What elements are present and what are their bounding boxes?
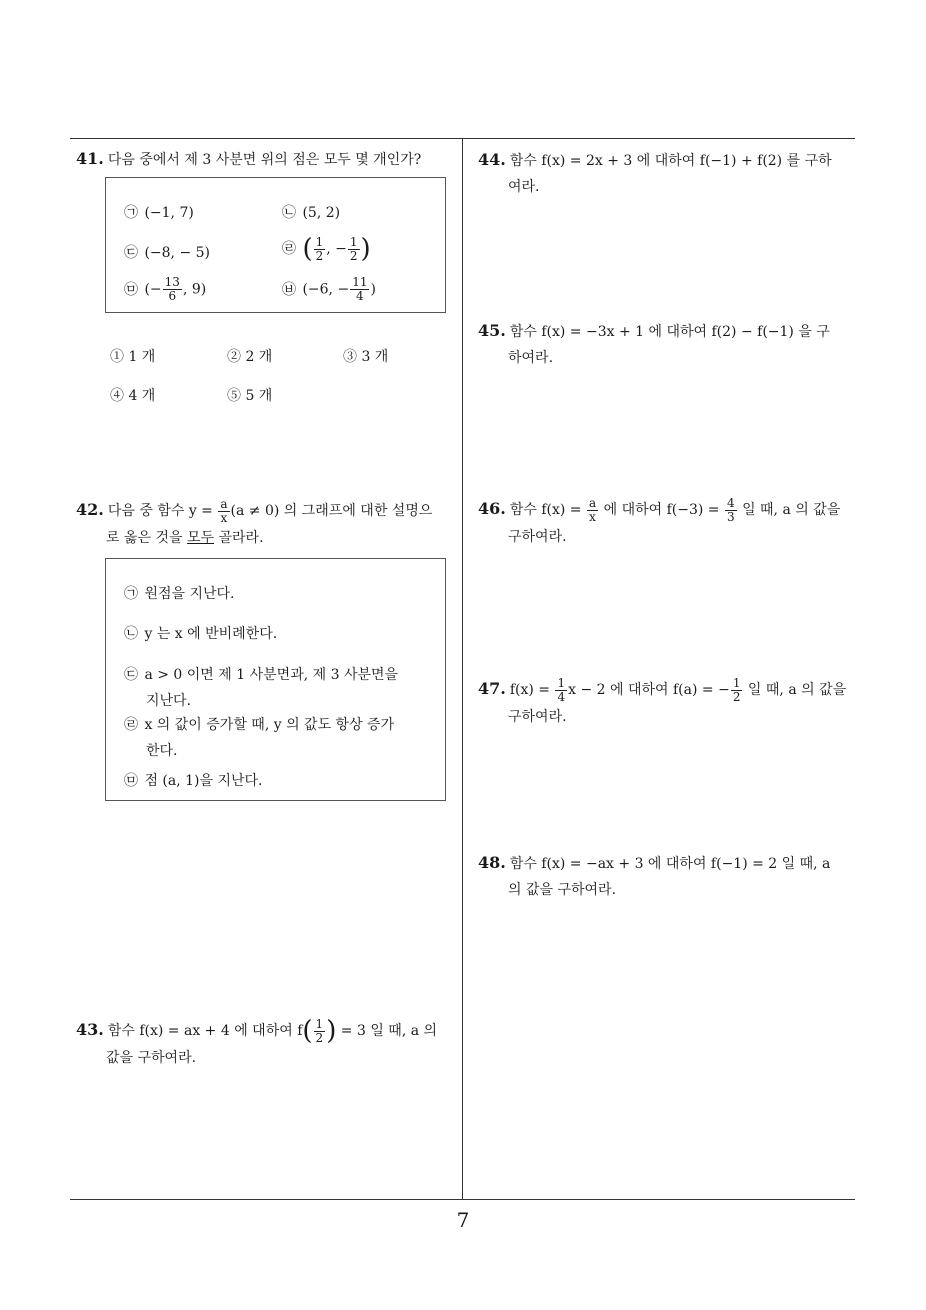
question-number: 44.: [478, 150, 506, 169]
question-43: 43. 함수 f(x) = ax + 4 에 대하여 f( $\frac{1}{2}$ ) = 3 일 때, a 의 값을 구하여라.: [76, 1016, 438, 1066]
bottom-rule: [70, 1199, 855, 1200]
statement-item: ㉤ 점 (a, 1)을 지난다.: [124, 773, 263, 789]
question-42: 42. 다음 중 함수 y = $\frac{a}{x}$ (a ≠ 0) 의 그래프에 대한 설명으 로 옳은 것을 모두 골라라.: [76, 496, 433, 546]
answer-choice[interactable]: ⑤ 5 개: [227, 388, 273, 404]
question-number: 45.: [478, 321, 506, 340]
option-item: ㉥ (−6, − $\frac{11}{4}$ ): [282, 275, 376, 303]
option-item: ㉢ (−8, − 5): [124, 245, 211, 261]
question-number: 42.: [76, 500, 104, 519]
options-box: [105, 177, 446, 313]
page-number: 7: [456, 1208, 470, 1232]
column-divider: [462, 138, 463, 1200]
statement-item: ㉡ y 는 x 에 반비례한다.: [124, 626, 278, 642]
option-item: ㉣ ( $\frac{1}{2}$ , − $\frac{1}{2}$ ): [282, 234, 371, 264]
option-item: ㉠ (−1, 7): [124, 205, 194, 221]
question-number: 43.: [76, 1020, 104, 1039]
question-number: 48.: [478, 853, 506, 872]
question-48: 48. 함수 f(x) = −ax + 3 에 대하여 f(−1) = 2 일 때, a 의 값을 구하여라.: [478, 853, 831, 898]
statement-item: ㉠ 원점을 지난다.: [124, 586, 235, 602]
statement-item: ㉢ a > 0 이면 제 1 사분면과, 제 3 사분면을 지난다.: [124, 667, 399, 709]
answer-choice[interactable]: ④ 4 개: [110, 388, 156, 404]
answer-choice[interactable]: ③ 3 개: [343, 349, 389, 365]
question-47: 47. f(x) = $\frac{1}{4}$ x − 2 에 대하여 f(a) = − $\frac{1}{2}$ 일 때, a 의 값을 구하여라.: [478, 675, 847, 725]
question-41: [76, 146, 456, 173]
statements-box: [105, 558, 446, 801]
question-number: 41.: [76, 149, 104, 168]
question-44: 44. 함수 f(x) = 2x + 3 에 대하여 f(−1) + f(2) 를 구하 여라.: [478, 150, 832, 195]
option-item: ㉡ (5, 2): [282, 205, 341, 221]
answer-choice[interactable]: ② 2 개: [227, 349, 273, 365]
question-number: 47.: [478, 679, 506, 698]
option-item: ㉤ (− $\frac{13}{6}$ , 9): [124, 275, 207, 303]
question-46: 46. 함수 f(x) = $\frac{a}{x}$ 에 대하여 f(−3) = $\frac{4}{3}$ 일 때, a 의 값을 구하여라.: [478, 495, 841, 545]
statement-item: ㉣ x 의 값이 증가할 때, y 의 값도 항상 증가 한다.: [124, 717, 395, 759]
question-45: 45. 함수 f(x) = −3x + 1 에 대하여 f(2) − f(−1) 을 구 하여라.: [478, 321, 830, 366]
question-number: 46.: [478, 499, 506, 518]
question-text: 다음 중에서 제 3 사분면 위의 점은 모두 몇 개인가?: [107, 152, 422, 168]
answer-choice[interactable]: ① 1 개: [110, 349, 156, 365]
